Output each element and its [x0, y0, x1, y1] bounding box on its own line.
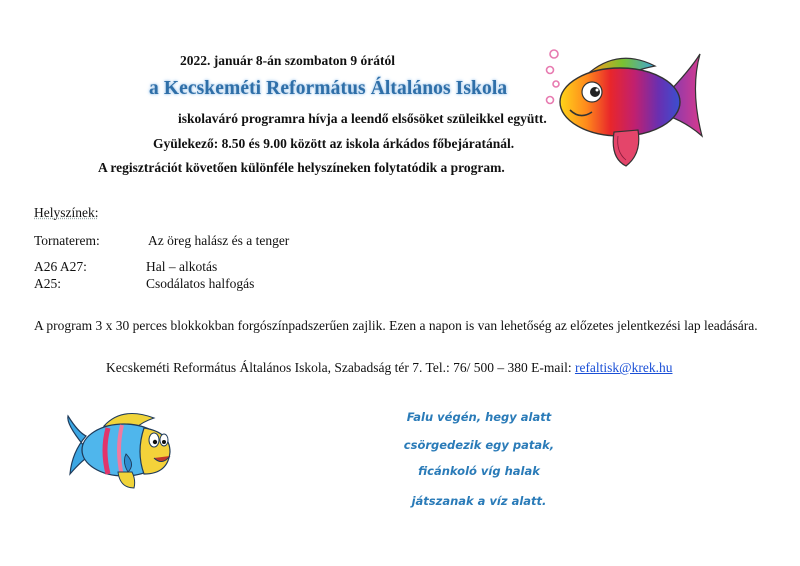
- location-activity: Az öreg halász és a tenger: [148, 233, 290, 248]
- email-link[interactable]: refaltisk@krek.hu: [574, 360, 673, 375]
- locations-label: [34, 205, 98, 221]
- location-activity: Hal – alkotás: [146, 259, 218, 274]
- rainbow-fish-icon: [540, 40, 720, 185]
- program-description: A program 3 x 30 perces blokkokban forgószínpadszerűen zajlik. Ezen a napon is van lehetőség az előzetes jelentkezési lap leadására.: [34, 318, 758, 333]
- location-activity: Csodálatos halfogás: [146, 276, 255, 291]
- gathering-line: Gyülekező: 8.50 és 9.00 között az iskola árkádos főbejáratánál.: [153, 136, 515, 151]
- location-place: Tornaterem:: [34, 233, 100, 248]
- invite-line: iskolaváró programra hívja a leendő elsősöket szüleikkel együtt.: [178, 111, 547, 126]
- location-place: A25:: [34, 276, 61, 291]
- school-title: a Kecskeméti Református Általános Iskola: [149, 78, 508, 99]
- blue-fish-icon: [62, 402, 190, 497]
- poem-line: játszanak a víz alatt.: [411, 494, 547, 508]
- poem-line: Falu végén, hegy alatt: [406, 410, 552, 424]
- locations-label-text: Helyszínek:: [34, 205, 99, 220]
- event-date: 2022. január 8-án szombaton 9 órától: [180, 53, 396, 68]
- registration-line: A regisztrációt követően különféle helyszíneken folytatódik a program.: [98, 160, 505, 175]
- location-place: A26 A27:: [34, 259, 87, 274]
- poem-line: ficánkoló víg halak: [418, 464, 540, 478]
- contact-text: Kecskeméti Református Általános Iskola, Szabadság tér 7. Tel.: 76/ 500 – 380 E-mail:: [106, 360, 575, 375]
- poem-line: csörgedezik egy patak,: [403, 438, 555, 452]
- contact-line: [106, 360, 672, 376]
